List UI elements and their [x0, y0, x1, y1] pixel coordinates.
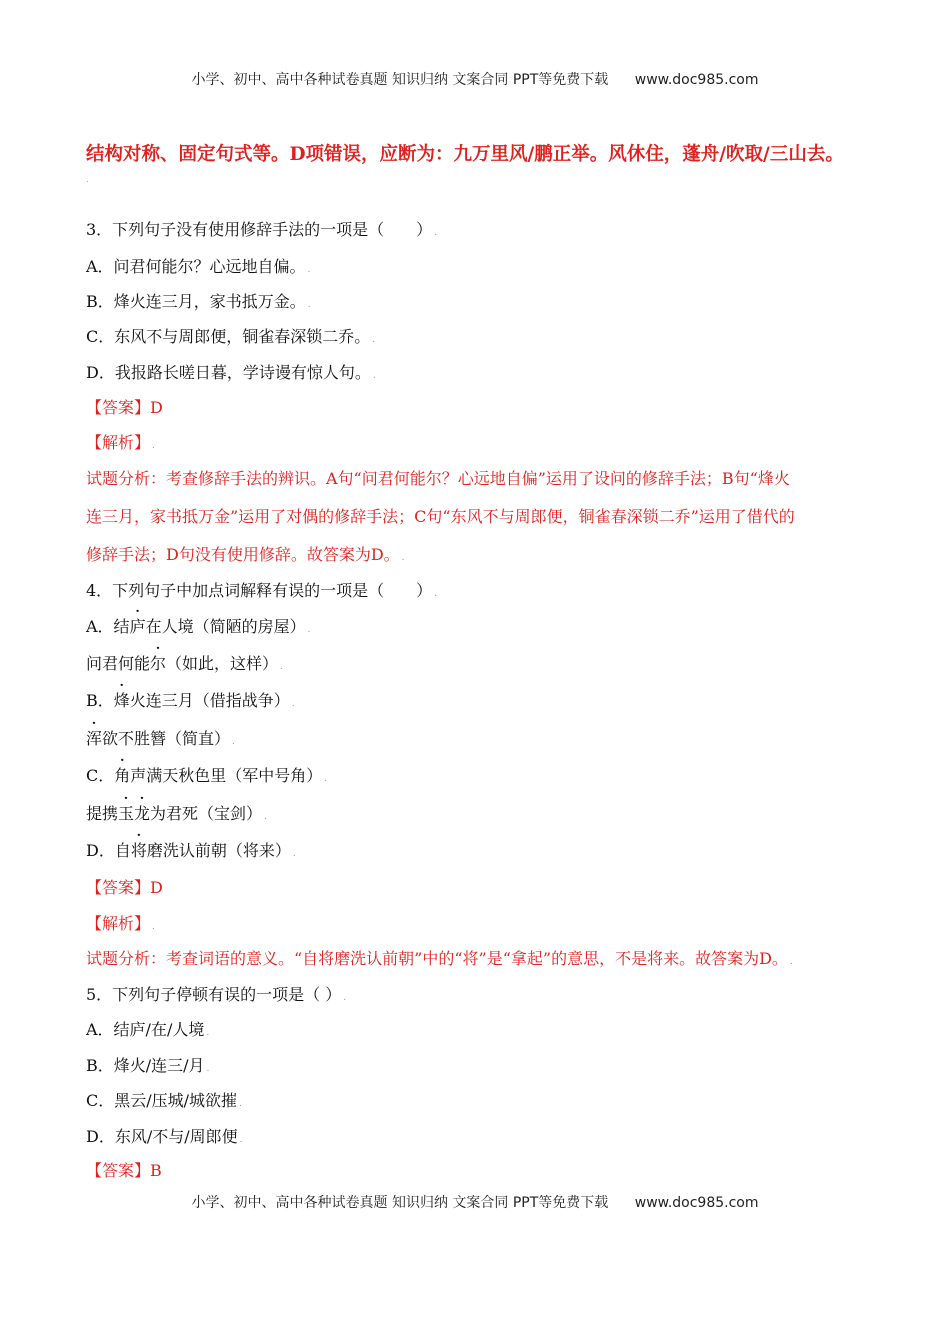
prev-analysis: 结构对称、固定句式等。D项错误，应断为：九万里风/鹏正举。风休住，蓬舟/吹取/三山去。 [86, 144, 844, 165]
q4-option-a2: 问君何能尔（如此，这样） . [86, 654, 283, 673]
q3-analysis-line-2: 连三月，家书抵万金”运用了对偶的修辞手法；C句“东风不与周郎便，铜雀春深锁二乔”运用了借代的 [86, 507, 795, 526]
q4-analysis: 试题分析：考查词语的意义。“自将磨洗认前朝”中的“将”是“拿起”的意思，不是将来。故答案为D。 . [86, 949, 793, 968]
header-text: 小学、初中、高中各种试卷真题 知识归纳 文案合同 PPT等免费下载 [191, 72, 609, 88]
q3-option-a: A．问君何能尔？心远地自偏。 . [86, 257, 311, 276]
footer-site-link[interactable]: www.doc985.com [634, 1195, 759, 1211]
dotted-char: 庐 [129, 617, 146, 636]
dotted-char: 浑 [86, 729, 103, 748]
q3-analysis-line-1: 试题分析：考查修辞手法的辨识。A句“问君何能尔？心远地自偏”运用了设问的修辞手法；B句“烽火 [86, 469, 790, 488]
q5-option-b: B．烽火/连三/月 . [86, 1056, 210, 1075]
q3-answer: 【答案】D [86, 398, 163, 417]
q3-analysis-label: 【解析】 . [86, 433, 155, 452]
dotted-char: 角 [114, 766, 131, 785]
q3-stem: 3．下列句子没有使用修辞手法的一项是（ ） . [86, 220, 438, 239]
q4-option-b1: B．烽火连三月（借指战争） . [86, 691, 295, 710]
q4-option-c2: 提携玉龙为君死（宝剑） . [86, 804, 267, 823]
dotted-char: 尔 [150, 654, 167, 673]
q4-option-a1: A．结庐在人境（简陋的房屋） . [86, 617, 311, 636]
q4-option-d1: D．自将磨洗认前朝（将来） . [86, 841, 296, 860]
q4-option-b2: 浑欲不胜簪（简直） . [86, 729, 235, 748]
q3-option-d: D．我报路长嗟日暮，学诗谩有惊人句。 . [86, 363, 376, 382]
q5-option-a: A．结庐/在/人境 . [86, 1020, 210, 1039]
q3-option-c: C．东风不与周郎便，铜雀春深锁二乔。 . [86, 327, 376, 346]
q3-analysis-line-3: 修辞手法；D句没有使用修辞。故答案为D。 . [86, 545, 405, 564]
q3-option-b: B．烽火连三月，家书抵万金。 . [86, 292, 311, 311]
footer-text: 小学、初中、高中各种试卷真题 知识归纳 文案合同 PPT等免费下载 [191, 1195, 609, 1211]
q4-option-c1: C．角声满天秋色里（军中号角） . [86, 766, 328, 785]
q5-stem: 5．下列句子停顿有误的一项是（ ） . [86, 985, 347, 1004]
q4-answer: 【答案】D [86, 878, 163, 897]
dotted-char: 将 [130, 841, 147, 860]
q4-analysis-label: 【解析】 . [86, 914, 155, 933]
q5-answer: 【答案】B [86, 1161, 162, 1180]
q5-option-d: D．东风/不与/周郎便 . [86, 1127, 243, 1146]
paragraph-mark: . [86, 175, 89, 185]
header-site-link[interactable]: www.doc985.com [634, 72, 759, 88]
q4-stem: 4．下列句子中加点词解释有误的一项是（ ） . [86, 581, 438, 600]
page-header [0, 69, 950, 89]
dotted-char: 烽 [113, 691, 130, 710]
page-footer [0, 1192, 950, 1212]
q5-option-c: C．黑云/压城/城欲摧 . [86, 1091, 242, 1110]
dotted-char: 玉 [118, 804, 135, 823]
dotted-char: 龙 [134, 804, 151, 823]
